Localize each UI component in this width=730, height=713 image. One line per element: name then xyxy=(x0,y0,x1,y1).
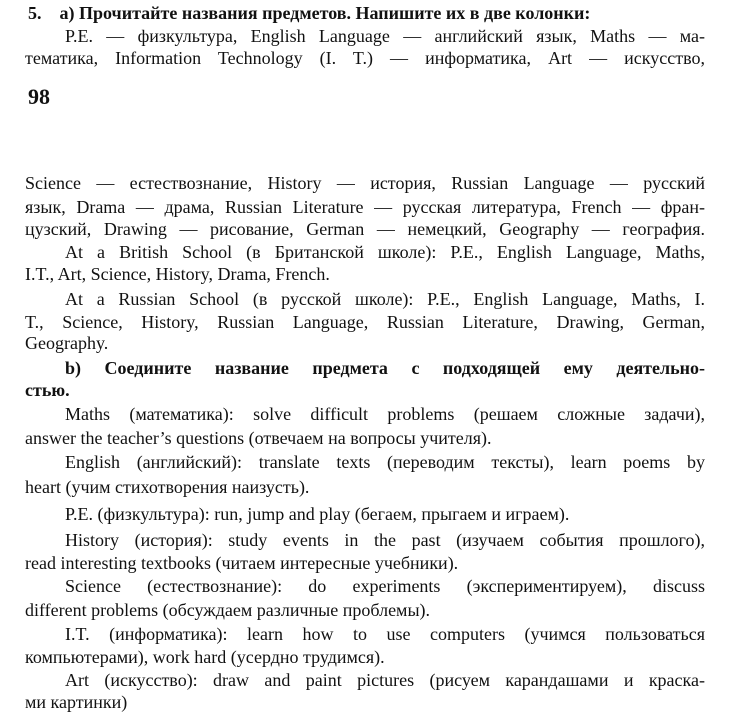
text-line: Science (естествознание): do experiments (экспериментируем), discuss xyxy=(65,576,705,596)
text-line: heart (учим стихотворения наизусть). xyxy=(25,477,310,497)
text-line: I.T. (информатика): learn how to use computers (учимся пользоваться xyxy=(65,624,705,644)
text-line: тематика, Information Technology (I. T.) — информатика, Art — искусство, xyxy=(25,48,705,68)
part-b-heading-cont: стью. xyxy=(25,380,70,400)
text-line: Science — естествознание, History — история, Russian Language — русский xyxy=(25,173,705,193)
text-line: History (история): study events in the past (изучаем события прошлого), xyxy=(65,530,705,550)
text-line: At a Russian School (в русской школе): P.E., English Language, Maths, I. xyxy=(65,289,705,309)
exercise-heading xyxy=(28,2,708,24)
page-number: 98 xyxy=(28,84,50,109)
text-line: At a British School (в Британской школе): P.E., English Language, Maths, xyxy=(65,242,705,262)
part-a-heading: a) Прочитайте названия предметов. Напишите их в две колонки: xyxy=(59,3,591,23)
text-line: цузский, Drawing — рисование, German — немецкий, Geography — география. xyxy=(25,219,705,239)
text-line: P.E. — физкультура, English Language — английский язык, Maths — ма- xyxy=(65,26,705,46)
text-line: I.T., Art, Science, History, Drama, French. xyxy=(25,264,330,284)
text-line: Maths (математика): solve difficult problems (решаем сложные задачи), xyxy=(65,404,705,424)
text-line: ми картинки) xyxy=(25,692,128,712)
text-line: different problems (обсуждаем различные проблемы). xyxy=(25,600,431,620)
text-line: Art (искусство): draw and paint pictures (рисуем карандашами и краска- xyxy=(65,670,705,690)
text-line: компьютерами), work hard (усердно трудимся). xyxy=(25,647,385,667)
text-line: P.E. (физкультура): run, jump and play (бегаем, прыгаем и играем). xyxy=(65,504,570,524)
text-line: Geography. xyxy=(25,333,109,353)
text-line: read interesting textbooks (читаем интересные учебники). xyxy=(25,553,459,573)
part-b-heading: b) Соедините название предмета с подходящей ему деятельно- xyxy=(65,358,705,378)
text-line: язык, Drama — драма, Russian Literature — русская литература, French — фран- xyxy=(25,197,705,217)
text-line: answer the teacher’s questions (отвечаем на вопросы учителя). xyxy=(25,428,492,448)
text-line: T., Science, History, Russian Language, Russian Literature, Drawing, German, xyxy=(25,312,705,332)
text-line: English (английский): translate texts (переводим тексты), learn poems by xyxy=(65,452,705,472)
exercise-number: 5. xyxy=(28,3,42,23)
